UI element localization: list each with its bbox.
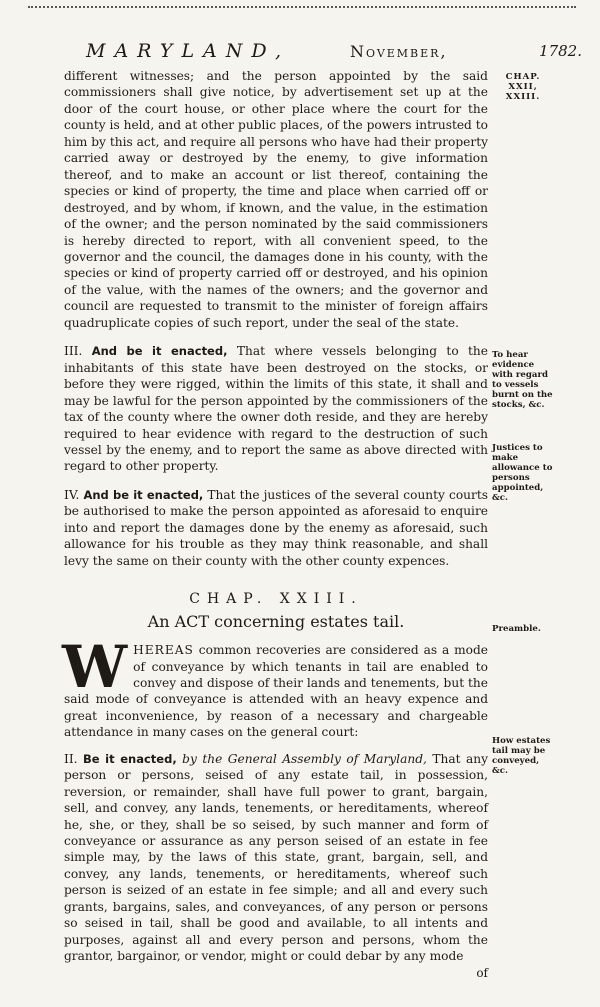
enacting-authority: by the General Assembly of Maryland,	[182, 751, 427, 766]
enacting-clause: And be it enacted,	[91, 344, 228, 359]
header-month: November,	[350, 42, 448, 61]
section-number: II.	[64, 751, 78, 766]
margin-note-justices: Justices to make allowance to persons appointed, &c.	[492, 443, 553, 503]
section-3	[64, 343, 488, 475]
running-header	[50, 40, 582, 70]
margin-note-estates: How estates tail may be conveyed, &c.	[492, 736, 551, 776]
margin-note-preamble: Preamble.	[492, 624, 541, 634]
preamble-text: common recoveries are considered as a mode of conveyance by which tenants in tail are enabled to convey and dispose of their lands and tenements, but the said mode of conveyance is attended with an heavy expence and great inconvenience, by reason of a necessary and chargeable attendance in many cases on the general court:	[64, 643, 489, 740]
preamble	[62, 633, 489, 741]
enacting-clause: And be it enacted,	[83, 487, 204, 502]
page-body	[64, 68, 488, 981]
header-year: 1782.	[539, 42, 582, 60]
drop-cap: W	[62, 633, 128, 702]
catchword: of	[476, 965, 488, 980]
section-text: That where vessels belonging to the inhabitants of this state have been destroyed on the stocks, or before they were rigged, within the limits of this state, it shall and may be lawful for the person appointed by the commissioners of the tax of the county where the owner doth reside, and they are hereby required to hear evidence with regard to the destruction of such vessel by the enemy, and to report the same as above directed with regard to other property.	[64, 344, 488, 474]
section-2	[64, 751, 488, 965]
top-rule	[28, 6, 576, 8]
section-4	[64, 487, 488, 569]
chapter-heading: CHAP. XXIII.	[189, 591, 363, 608]
margin-note-chapter: CHAP. XXII, XXIII.	[505, 72, 541, 102]
header-state: MARYLAND,	[86, 40, 290, 62]
preamble-first-word: HEREAS	[133, 643, 194, 658]
section-text: That any person or persons, seised of any estate tail, in possession, reversion, or remainder, shall have full power to grant, bargain, sell, and convey, any lands, tenements, or hereditaments, whereof he, she, or they, shall be so seised, by such manner and form of conveyance or assurance as any person seised of an estate in fee simple may, by the laws of this state, grant, bargain, sell, and convey, any lands, tenements, or hereditaments, whereof such person is seized of an estate in fee simple; and all and every such grants, bargains, sales, and conveyances, of any person or persons so seised in tail, shall be good and available, to all intents and purposes, against all and every person and persons, whom the grantor, bargainor, or vendor, might or could debar by any mode	[64, 751, 488, 964]
section-number: III.	[64, 344, 83, 359]
section-text: That the justices of the several county courts be authorised to make the person appointed as aforesaid to enquire into and report the damages done by the enemy as aforesaid, such allowance for his trouble as they may think reasonable, and shall levy the same on their county with the other county expences.	[64, 487, 488, 568]
paragraph-continued: different witnesses; and the person appointed by the said commissioners shall give notice, by advertisement set up at the door of the court house, or other place where the court for the county is held, and at other public places, of the powers intrusted to him by this act, and require all persons who have had their property carried away or destroyed by the enemy, to give information thereof, and to make an account or list thereof, containing the species or kind of property, the time and place when carried off or destroyed, and by whom, if known, and the value, in the estimation of the owner; and the person nominated by the said commissioners is hereby directed to report, with all convenient speed, to the governor and the council, the damages done in his county, with the species or kind of property carried off or destroyed, and his opinion of the value, with the names of the owners; and the governor and council are requested to transmit to the minister of foreign affairs quadruplicate copies of such report, under the seal of the state.	[64, 69, 488, 330]
section-number: IV.	[64, 487, 80, 502]
enacting-clause: Be it enacted,	[83, 751, 177, 766]
margin-note-vessels: To hear evidence with regard to vessels burnt on the stocks, &c.	[492, 350, 553, 410]
act-title: An ACT concerning estates tail.	[147, 611, 405, 631]
